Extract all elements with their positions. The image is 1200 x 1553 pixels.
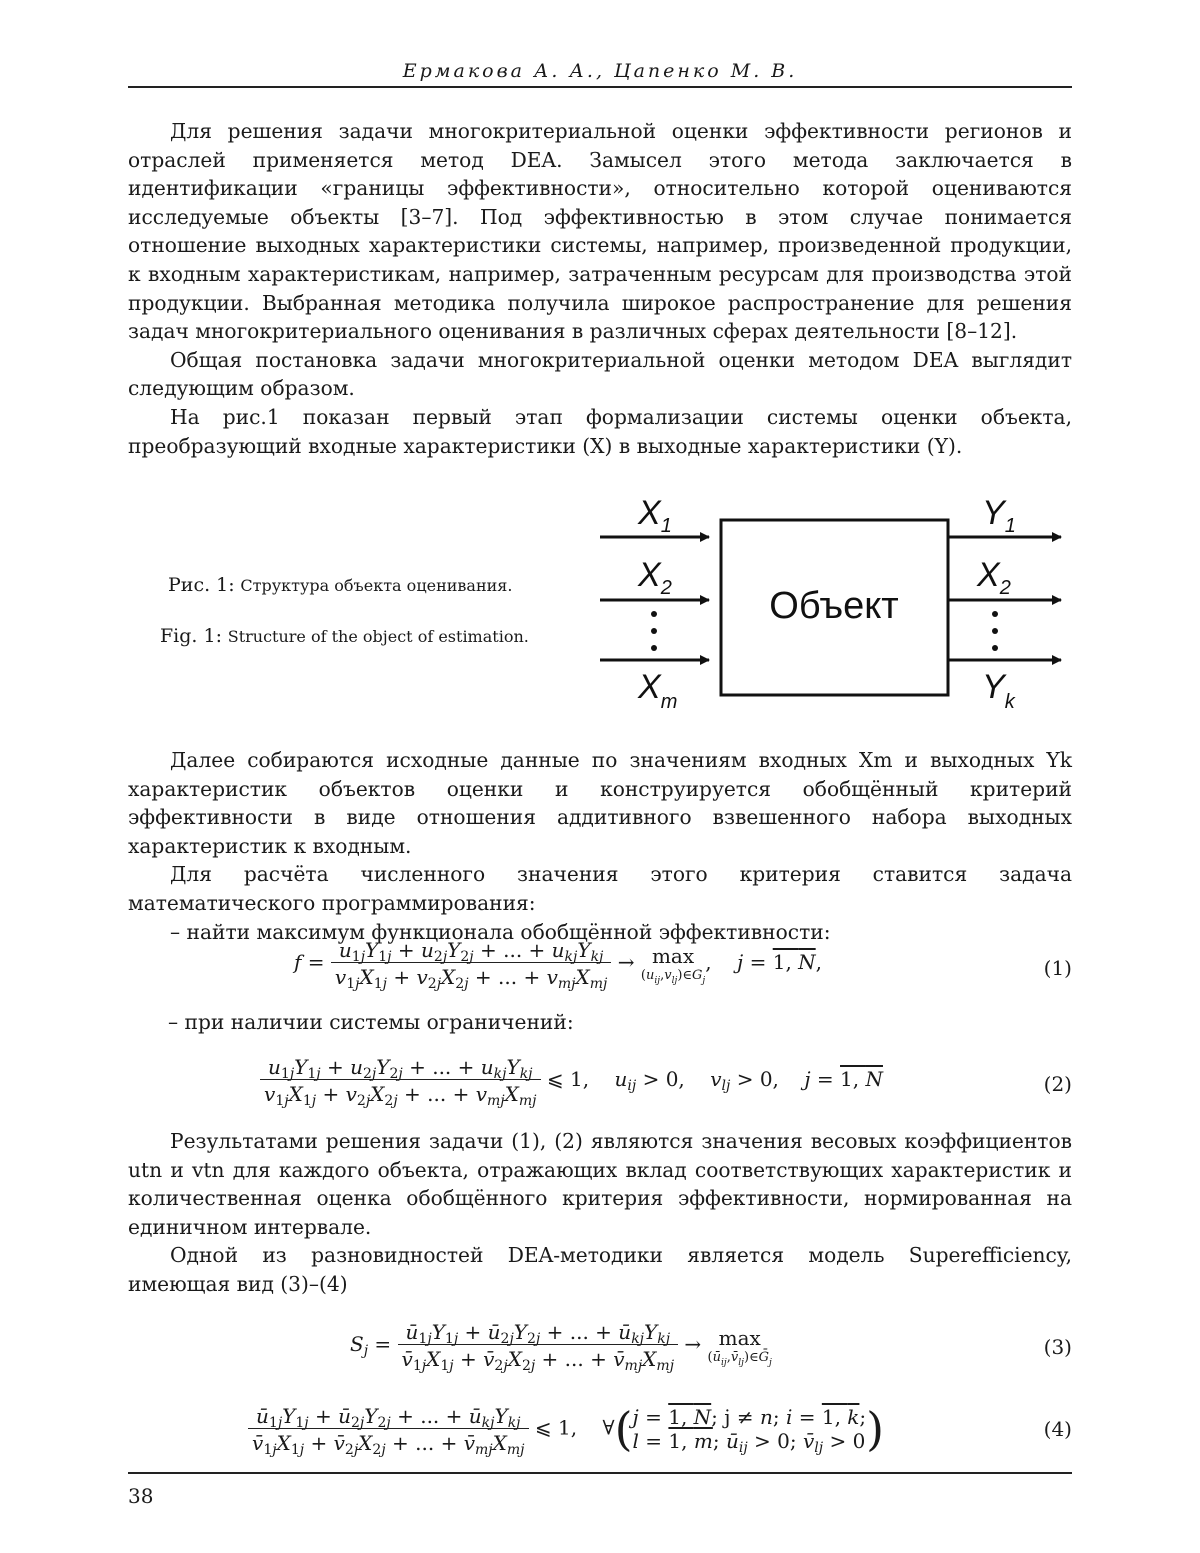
- running-header: Ермакова А. А., Цапенко М. В.: [402, 60, 798, 82]
- paragraph-dea-method: Для решения задачи многокритериальной оценки эффективности регионов и отраслей применяется метод DEA. Замысел этого метода заключается в идентификации «границы эффективности», относительно которой оцениваются исследуемые объекты [3–7]. Под эффективностью в этом случае понимается отношение выходных характеристики системы, например, произведенной продукции, к входным характеристикам, например, затраченным ресурсам для производства этой продукции. Выбранная методика получила широкое распространение для решения задач многокритериального оценивания в различных сферах деятельности [8–12].: [128, 119, 1072, 344]
- equation-2-number: (2): [1043, 1072, 1072, 1096]
- figure-caption-ru: Рис. 1: Структура объекта оценивания.: [168, 574, 513, 596]
- paragraph-constraints: – при наличии системы ограничений:: [168, 1010, 574, 1034]
- paragraph-general-statement: Общая постановка задачи многокритериальной оценки методом DEA выглядит следующим образом.: [128, 347, 1072, 401]
- footer-rule: [128, 1472, 1072, 1474]
- text-block-constraints: [128, 1008, 1072, 1037]
- paragraph-data-collection: Далее собираются исходные данные по значениям входных Xm и выходных Yk характеристик объектов оценки и конструируется обобщённый критерий эффективности в виде отношения аддитивного взвешенного набора выходных характеристик к входным.: [128, 748, 1072, 858]
- text-block-criteria: [128, 746, 1072, 946]
- equation-3-number: (3): [1043, 1335, 1072, 1359]
- text-block-intro: [128, 117, 1072, 460]
- paragraph-superefficiency: Одной из разновидностей DEA-методики является модель Superefficiency, имеющая вид (3)–(4): [128, 1243, 1072, 1296]
- input-label-x1: $X_1$: [638, 494, 672, 537]
- equation-3: $S_j$ = $\frac{ū_{1j}Y_{1j} + ū_{2j}Y_{2j} + ... + ū_{kj}Y_{kj}}{v̄_{1j}X_{1j} + v̄_{2j}X_{2j} + ... + v̄_{mj}X_{mj}}$ → max $(ū_{ij},v̄_{lj})\in Ḡ_j$: [350, 1320, 772, 1374]
- equation-1: f = $\frac{u_{1j}Y_{1j} + u_{2j}Y_{2j} + ... + u_{kj}Y_{kj}}{v_{1j}X_{1j} + v_{2j}X_{2j} + ... + v_{mj}X_{mj}}$ → max $(u_{ij},v_{lj})\in G_j$ , j = 1, N,: [294, 938, 823, 992]
- header-rule: [128, 86, 1072, 88]
- output-label-y1: $Y_1$: [982, 494, 1016, 537]
- equation-1-number: (1): [1043, 956, 1072, 980]
- page-number: 38: [128, 1484, 154, 1508]
- object-box-label: Объект: [769, 585, 899, 627]
- output-ellipsis: [992, 611, 998, 651]
- figure-caption-en: Fig. 1: Structure of the object of estimation.: [160, 625, 529, 647]
- paragraph-math-programming: Для расчёта численного значения этого критерия ставится задача математического программирования:: [128, 862, 1072, 915]
- paragraph-results: Результатами решения задачи (1), (2) являются значения весовых коэффициентов utn и vtn для каждого объекта, отражающих вклад соответствующих характеристик и количественная оценка обобщённого критерия эффективности, нормированная на единичном интервале.: [128, 1129, 1072, 1239]
- text-block-results: [128, 1127, 1072, 1299]
- equation-4-number: (4): [1043, 1417, 1072, 1441]
- output-label-x2: $X_2$: [977, 556, 1011, 599]
- paragraph-find-max: – найти максимум функционала обобщённой эффективности:: [170, 919, 831, 944]
- object-diagram: [596, 488, 1078, 718]
- input-ellipsis: [651, 611, 657, 651]
- paragraph-figure-intro: На рис.1 показан первый этап формализации системы оценки объекта, преобразующий входные характеристики (X) в выходные характеристики (Y).: [128, 404, 1072, 458]
- equation-2: $\frac{u_{1j}Y_{1j} + u_{2j}Y_{2j} + ... + u_{kj}Y_{kj}}{v_{1j}X_{1j} + v_{2j}X_{2j} + ... + v_{mj}X_{mj}}$ ⩽ 1, $u_{ij} > 0$, $v_{lj} > 0$, j = 1, N: [260, 1055, 883, 1106]
- equation-4: $\frac{ū_{1j}Y_{1j} + ū_{2j}Y_{2j} + ... + ū_{kj}Y_{kj}}{v̄_{1j}X_{1j} + v̄_{2j}X_{2j} + ... + v̄_{mj}X_{mj}}$ ⩽ 1, ∀( j = 1, N; j ≠ n; i = 1, k; l = 1, m; $ū_{ij} > 0$; $v̄_{lj} > 0$ ): [248, 1402, 884, 1456]
- output-label-yk: $Y_k$: [982, 668, 1015, 713]
- input-label-xm: $X_m$: [638, 668, 678, 713]
- input-label-x2: $X_2$: [638, 556, 672, 599]
